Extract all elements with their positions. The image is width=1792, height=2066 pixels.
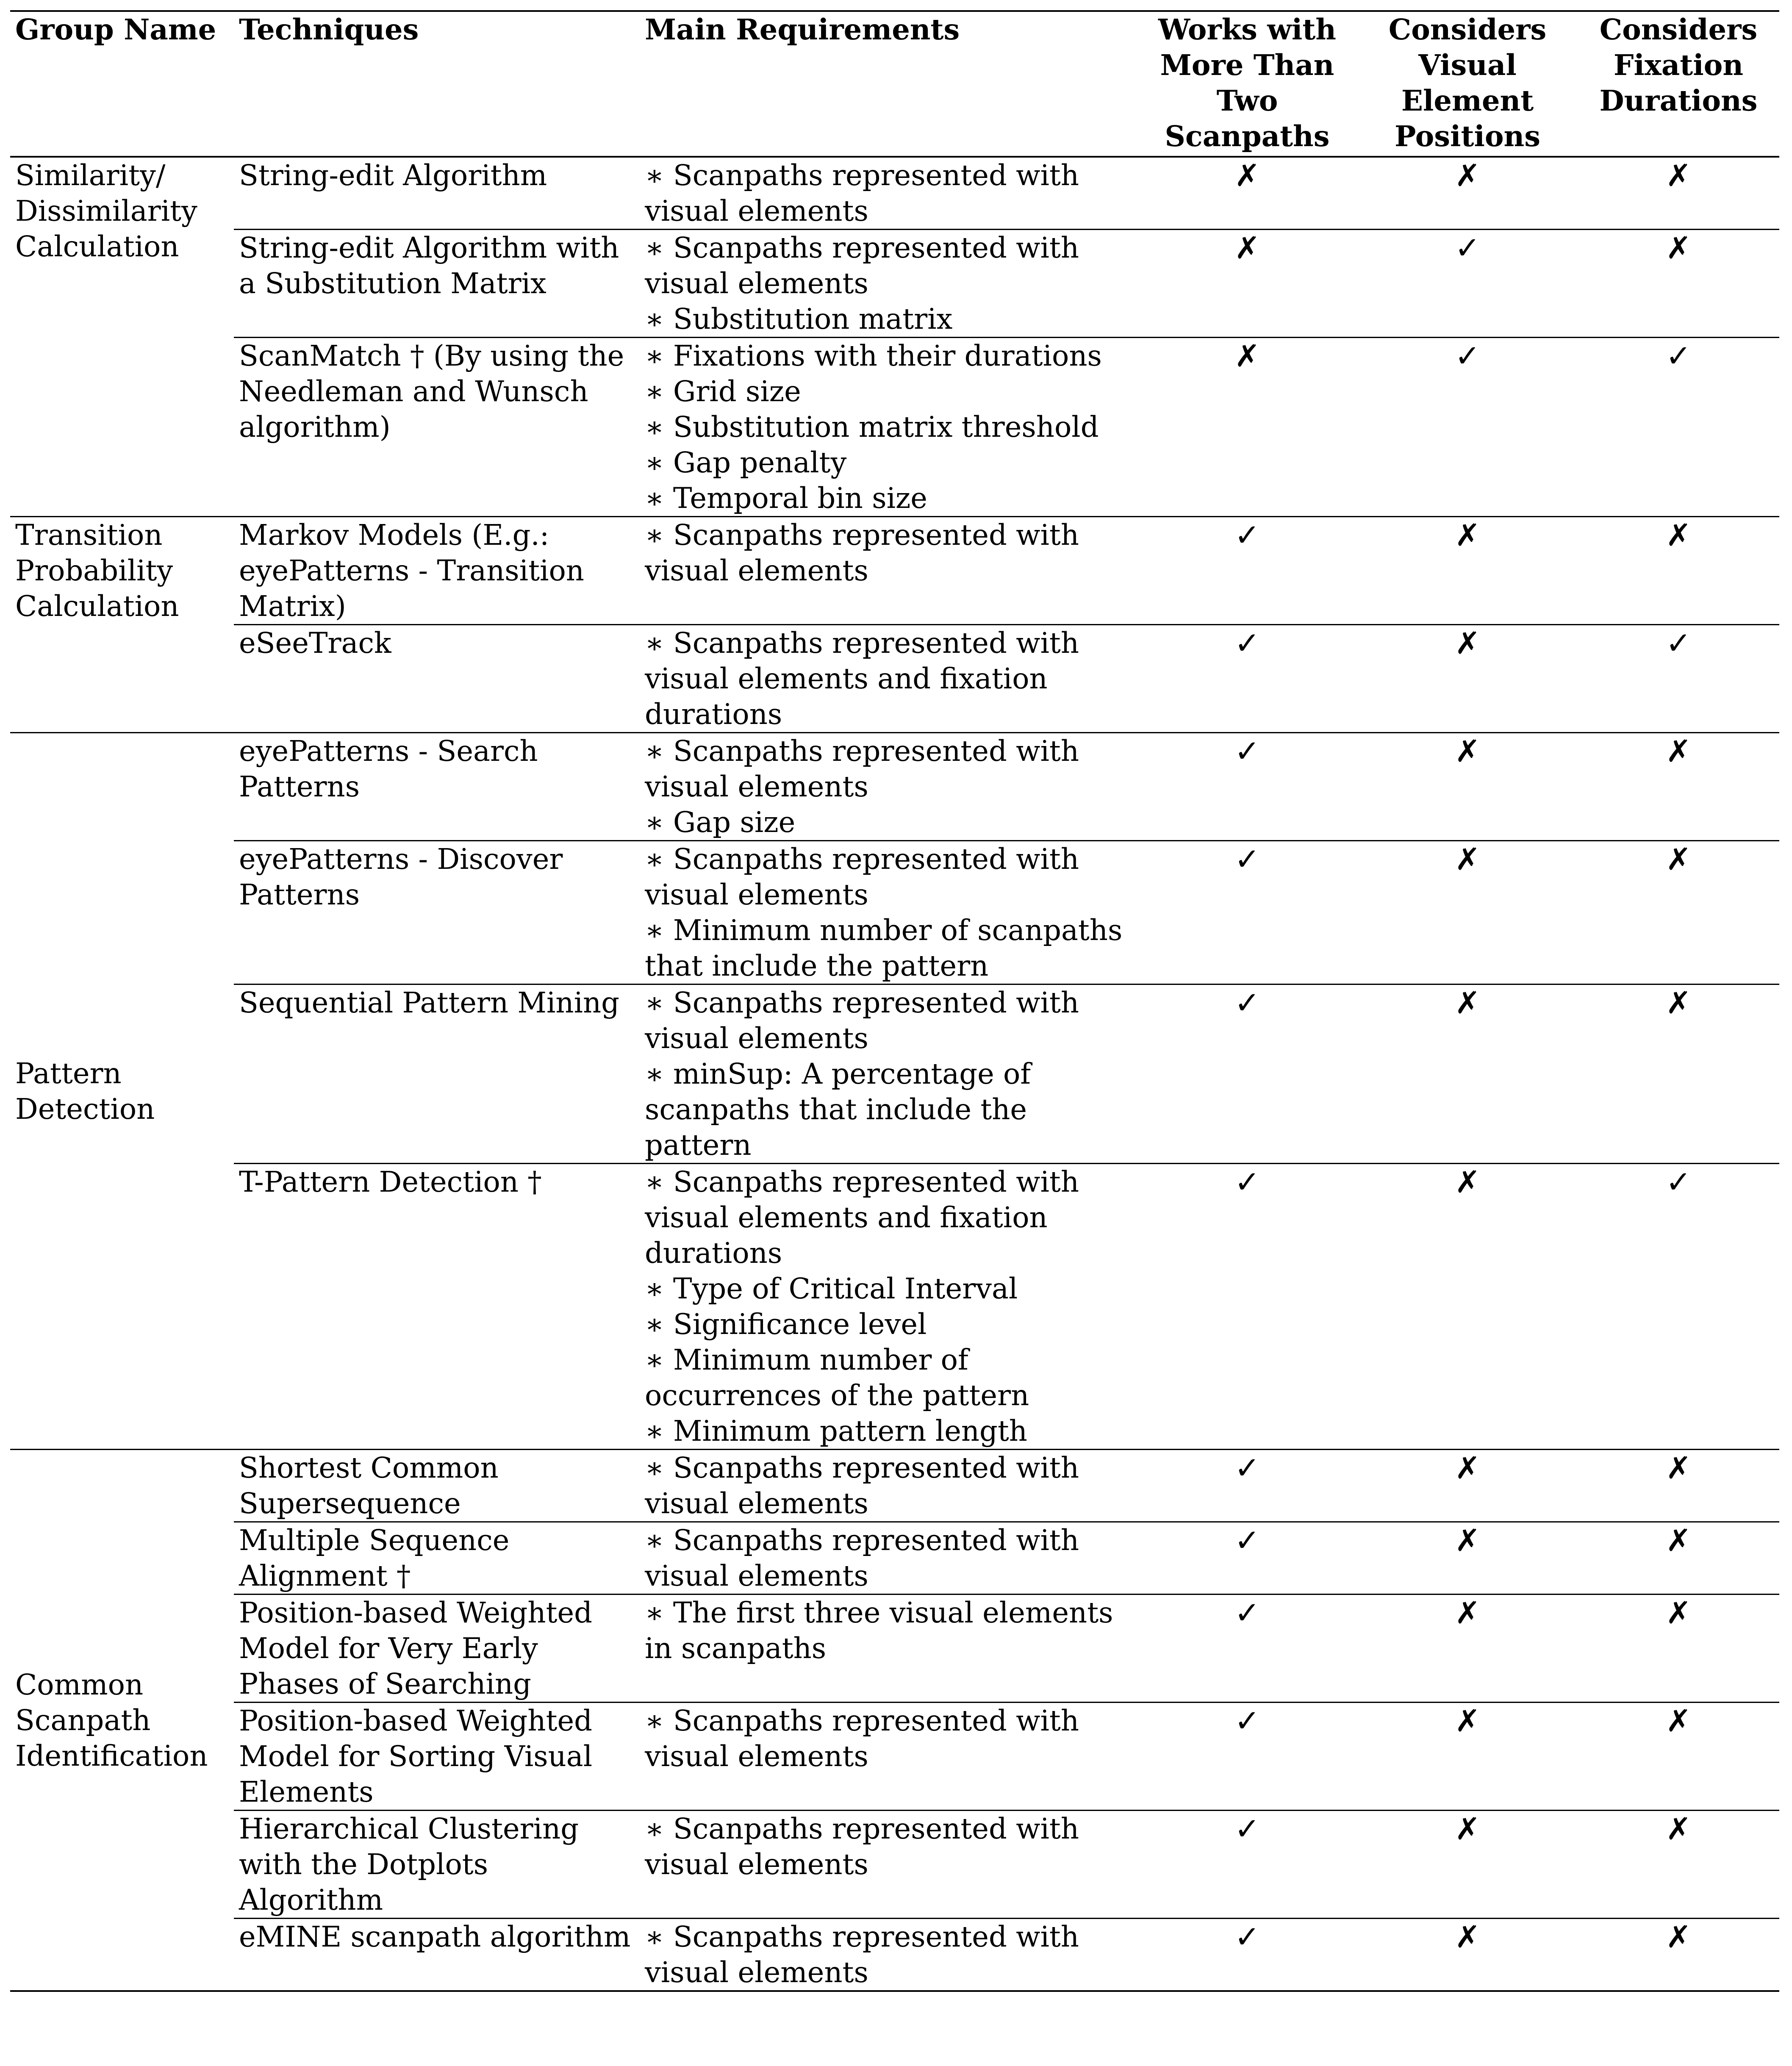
durations-mark: ✗	[1578, 157, 1779, 230]
requirements-cell	[640, 984, 1137, 1164]
positions-mark: ✗	[1357, 733, 1578, 841]
table-row	[10, 157, 1779, 230]
requirement-item: ∗ Scanpaths represented with visual elements and fixation durations	[645, 627, 1079, 731]
technique-cell: String-edit Algorithm with a Substitution Matrix	[234, 230, 640, 338]
header-positions: Considers Visual Element Positions	[1357, 12, 1578, 157]
technique-cell: Multiple Sequence Alignment †	[234, 1522, 640, 1595]
table-row	[10, 1919, 1779, 1991]
requirements-cell	[640, 841, 1137, 984]
requirements-cell	[640, 1703, 1137, 1811]
requirement-item: ∗ Minimum number of scanpaths that include the pattern	[645, 914, 1123, 982]
positions-mark: ✗	[1357, 1919, 1578, 1991]
technique-cell: eMINE scanpath algorithm	[234, 1919, 640, 1991]
requirement-item: ∗ Scanpaths represented with visual elements	[645, 1524, 1079, 1592]
durations-mark: ✗	[1578, 984, 1779, 1164]
requirement-item: ∗ Minimum pattern length	[645, 1414, 1027, 1448]
header-row	[10, 12, 1779, 157]
header-more-than-two: Works with More Than Two Scanpaths	[1137, 12, 1357, 157]
positions-mark: ✗	[1357, 1450, 1578, 1522]
requirements-cell	[640, 1811, 1137, 1919]
table-row	[10, 517, 1779, 625]
requirement-item: ∗ Scanpaths represented with visual elements and fixation durations	[645, 1165, 1079, 1270]
requirement-item: ∗ minSup: A percentage of scanpaths that include the pattern	[645, 1057, 1031, 1162]
group-name-cell: Similarity/ Dissimilarity Calculation	[10, 157, 234, 517]
durations-mark: ✗	[1578, 1919, 1779, 1991]
technique-cell: Sequential Pattern Mining	[234, 984, 640, 1164]
requirement-item: ∗ Gap penalty	[645, 446, 847, 479]
durations-mark: ✗	[1578, 733, 1779, 841]
requirements-cell	[640, 1522, 1137, 1595]
positions-mark: ✗	[1357, 1164, 1578, 1450]
positions-mark: ✗	[1357, 1703, 1578, 1811]
requirement-item: ∗ Temporal bin size	[645, 482, 927, 515]
more-than-two-mark: ✓	[1137, 625, 1357, 733]
more-than-two-mark: ✓	[1137, 1595, 1357, 1703]
positions-mark: ✗	[1357, 517, 1578, 625]
requirements-cell	[640, 230, 1137, 338]
durations-mark: ✗	[1578, 517, 1779, 625]
more-than-two-mark: ✓	[1137, 841, 1357, 984]
table-row	[10, 1703, 1779, 1811]
technique-cell: eyePatterns - Discover Patterns	[234, 841, 640, 984]
requirement-item: ∗ Scanpaths represented with visual elements	[645, 231, 1079, 300]
positions-mark: ✗	[1357, 1522, 1578, 1595]
table-row	[10, 841, 1779, 984]
more-than-two-mark: ✗	[1137, 157, 1357, 230]
durations-mark: ✗	[1578, 1522, 1779, 1595]
table-row	[10, 1595, 1779, 1703]
header-techniques: Techniques	[234, 12, 640, 157]
table-row	[10, 1450, 1779, 1522]
requirement-item: ∗ Fixations with their durations	[645, 339, 1102, 372]
requirement-item: ∗ Scanpaths represented with visual elements	[645, 159, 1079, 227]
technique-cell: ScanMatch † (By using the Needleman and Wunsch algorithm)	[234, 338, 640, 517]
requirements-cell	[640, 1919, 1137, 1991]
requirement-item: ∗ Gap size	[645, 806, 796, 839]
group-name-cell: Common Scanpath Identification	[10, 1450, 234, 1991]
table-row	[10, 733, 1779, 841]
table-row	[10, 1164, 1779, 1450]
requirement-item: ∗ Scanpaths represented with visual elements	[645, 843, 1079, 911]
technique-cell: Position-based Weighted Model for Sorting Visual Elements	[234, 1703, 640, 1811]
requirement-item: ∗ Scanpaths represented with visual elements	[645, 519, 1079, 587]
more-than-two-mark: ✓	[1137, 984, 1357, 1164]
more-than-two-mark: ✗	[1137, 338, 1357, 517]
durations-mark: ✓	[1578, 625, 1779, 733]
requirements-cell	[640, 157, 1137, 230]
requirement-item: ∗ Grid size	[645, 375, 801, 408]
positions-mark: ✗	[1357, 157, 1578, 230]
more-than-two-mark: ✓	[1137, 1450, 1357, 1522]
comparison-table-container	[10, 0, 1779, 1992]
technique-cell: Hierarchical Clustering with the Dotplots Algorithm	[234, 1811, 640, 1919]
table-bottom-rule	[10, 1990, 1779, 1992]
positions-mark: ✓	[1357, 230, 1578, 338]
durations-mark: ✗	[1578, 1450, 1779, 1522]
group-name-cell: Pattern Detection	[10, 733, 234, 1450]
requirement-item: ∗ The first three visual elements in scanpaths	[645, 1596, 1113, 1665]
durations-mark: ✓	[1578, 338, 1779, 517]
positions-mark: ✗	[1357, 1811, 1578, 1919]
requirements-cell	[640, 625, 1137, 733]
requirement-item: ∗ Scanpaths represented with visual elements	[645, 1704, 1079, 1773]
requirement-item: ∗ Type of Critical Interval	[645, 1272, 1018, 1305]
positions-mark: ✗	[1357, 841, 1578, 984]
requirements-cell	[640, 517, 1137, 625]
durations-mark: ✗	[1578, 841, 1779, 984]
more-than-two-mark: ✓	[1137, 1522, 1357, 1595]
table-row	[10, 1522, 1779, 1595]
technique-cell: T-Pattern Detection †	[234, 1164, 640, 1450]
more-than-two-mark: ✓	[1137, 1164, 1357, 1450]
requirements-cell	[640, 1595, 1137, 1703]
more-than-two-mark: ✓	[1137, 1811, 1357, 1919]
requirement-item: ∗ Significance level	[645, 1308, 927, 1341]
durations-mark: ✓	[1578, 1164, 1779, 1450]
technique-cell: Markov Models (E.g.: eyePatterns - Transition Matrix)	[234, 517, 640, 625]
table-row	[10, 338, 1779, 517]
more-than-two-mark: ✓	[1137, 1703, 1357, 1811]
more-than-two-mark: ✓	[1137, 1919, 1357, 1991]
table-body	[10, 157, 1779, 1990]
requirement-item: ∗ Scanpaths represented with visual elements	[645, 1451, 1079, 1520]
more-than-two-mark: ✗	[1137, 230, 1357, 338]
durations-mark: ✗	[1578, 1595, 1779, 1703]
positions-mark: ✗	[1357, 625, 1578, 733]
positions-mark: ✗	[1357, 984, 1578, 1164]
requirement-item: ∗ Scanpaths represented with visual elements	[645, 1812, 1079, 1881]
header-group-name: Group Name	[10, 12, 234, 157]
durations-mark: ✗	[1578, 230, 1779, 338]
requirement-item: ∗ Scanpaths represented with visual elements	[645, 986, 1079, 1055]
requirements-cell	[640, 338, 1137, 517]
table-row	[10, 1811, 1779, 1919]
positions-mark: ✓	[1357, 338, 1578, 517]
header-main-requirements: Main Requirements	[640, 12, 1137, 157]
header-durations: Considers Fixation Durations	[1578, 12, 1779, 157]
table-row	[10, 984, 1779, 1164]
more-than-two-mark: ✓	[1137, 517, 1357, 625]
group-name-cell: Transition Probability Calculation	[10, 517, 234, 733]
requirement-item: ∗ Substitution matrix	[645, 302, 953, 336]
techniques-comparison-table	[10, 12, 1779, 1990]
durations-mark: ✗	[1578, 1811, 1779, 1919]
technique-cell: eyePatterns - Search Patterns	[234, 733, 640, 841]
requirements-cell	[640, 1450, 1137, 1522]
table-row	[10, 625, 1779, 733]
technique-cell: Shortest Common Supersequence	[234, 1450, 640, 1522]
positions-mark: ✗	[1357, 1595, 1578, 1703]
technique-cell: Position-based Weighted Model for Very Early Phases of Searching	[234, 1595, 640, 1703]
technique-cell: String-edit Algorithm	[234, 157, 640, 230]
requirement-item: ∗ Minimum number of occurrences of the pattern	[645, 1343, 1029, 1412]
requirements-cell	[640, 733, 1137, 841]
table-row	[10, 230, 1779, 338]
requirement-item: ∗ Scanpaths represented with visual elements	[645, 735, 1079, 803]
requirements-cell	[640, 1164, 1137, 1450]
requirement-item: ∗ Substitution matrix threshold	[645, 410, 1099, 444]
durations-mark: ✗	[1578, 1703, 1779, 1811]
requirement-item: ∗ Scanpaths represented with visual elements	[645, 1920, 1079, 1989]
more-than-two-mark: ✓	[1137, 733, 1357, 841]
technique-cell: eSeeTrack	[234, 625, 640, 733]
